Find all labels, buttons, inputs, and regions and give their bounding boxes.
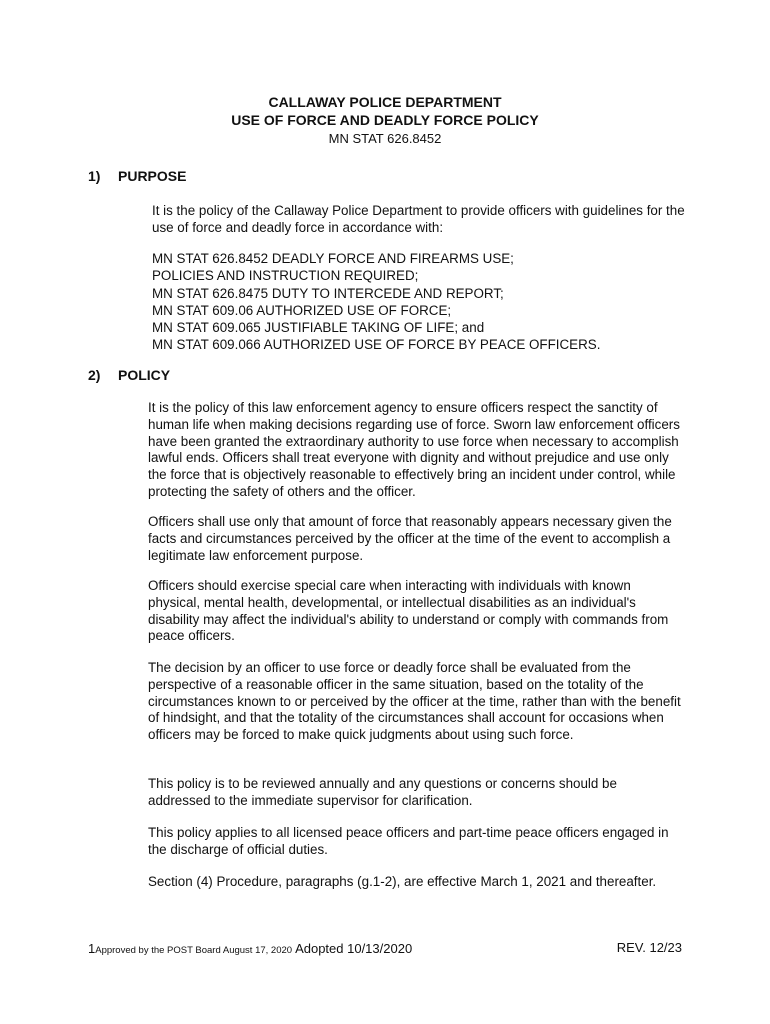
policy-paragraph: The decision by an officer to use force or deadly force shall be evaluated from the perspective of a reasonable officer in the same situation, based on the totality of the circumstances known to or perceived by the officer at the time, rather than with the benefit of hindsight, and that the totality of the circumstances shall account for occasions when officers may be forced to make quick judgments about using such force.: [148, 660, 681, 743]
section-title: PURPOSE: [118, 168, 187, 184]
statute-item: MN STAT 626.8452 DEADLY FORCE AND FIREARMS USE;: [152, 251, 514, 266]
page-footer: [88, 940, 682, 960]
revision-label: REV. 12/23: [616, 940, 682, 955]
statute-item: MN STAT 609.065 JUSTIFIABLE TAKING OF LIFE; and: [152, 320, 485, 336]
statute-item: MN STAT 626.8475 DUTY TO INTERCEDE AND REPORT;: [152, 285, 504, 301]
adoption-date: Adopted 10/13/2020: [295, 941, 413, 956]
policy-paragraph: Section (4) Procedure, paragraphs (g.1-2), are effective March 1, 2021 and thereafter.: [148, 874, 657, 889]
policy-paragraph: Officers should exercise special care when interacting with individuals with known physical, mental health, developmental, or intellectual disabilities as an individual's disability may affect the individual's ability to understand or comply with commands from peace officers.: [148, 578, 669, 644]
department-name: CALLAWAY POLICE DEPARTMENT: [268, 94, 502, 110]
section-heading-policy: [88, 367, 170, 383]
statute-list: [152, 250, 692, 354]
policy-paragraph: This policy is to be reviewed annually and any questions or concerns should be addressed to the immediate supervisor for clarification.: [148, 776, 617, 808]
purpose-intro: It is the policy of the Callaway Police Department to provide officers with guidelines for the use of force and deadly force in accordance with:: [152, 203, 685, 235]
policy-title: USE OF FORCE AND DEADLY FORCE POLICY: [231, 112, 539, 128]
statute-item: POLICIES AND INSTRUCTION REQUIRED;: [152, 268, 419, 284]
section-number: 2): [88, 367, 101, 383]
footnote-mark: 1: [88, 941, 96, 956]
section-heading-purpose: [88, 168, 186, 184]
statute-item: MN STAT 609.066 AUTHORIZED USE OF FORCE BY PEACE OFFICERS.: [152, 337, 601, 353]
statute-reference: MN STAT 626.8452: [328, 131, 442, 146]
statute-item: MN STAT 609.06 AUTHORIZED USE OF FORCE;: [152, 302, 452, 318]
section-number: 1): [88, 168, 101, 184]
footer-note: [88, 940, 412, 958]
policy-paragraph: Officers shall use only that amount of force that reasonably appears necessary given the facts and circumstances perceived by the officer at the time of the event to accomplish a legitimate law enforcement purpose.: [148, 514, 672, 563]
approval-note: Approved by the POST Board August 17, 2020: [95, 945, 293, 956]
policy-paragraph: It is the policy of this law enforcement agency to ensure officers respect the sanctity of human life when making decisions regarding use of force. Sworn law enforcement officers have been granted the extraordinary authority to use force when necessary to accomplish lawful ends. Officers shall treat everyone with dignity and without prejudice and use only the force that is objectively reasonable to effectively bring an incident under control, while protecting the safety of others and the officer.: [148, 400, 680, 499]
document-header: [0, 93, 770, 147]
section-title: POLICY: [118, 367, 171, 383]
policy-paragraph: This policy applies to all licensed peace officers and part-time peace officers engaged in the discharge of official duties.: [148, 825, 669, 857]
